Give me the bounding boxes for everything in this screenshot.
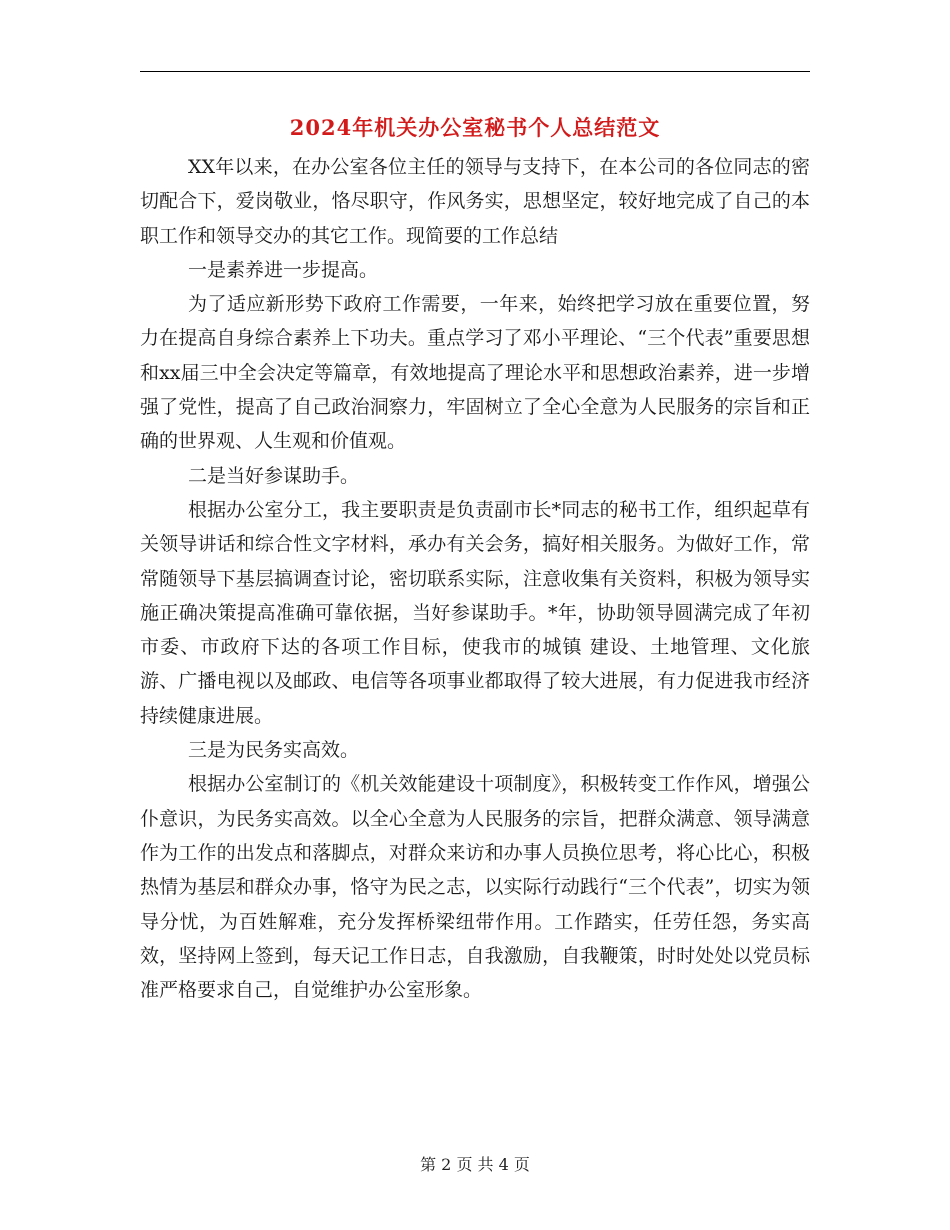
document-title: 2024年机关办公室秘书个人总结范文 [289, 115, 661, 140]
paragraph-intro: XX年以来，在办公室各位主任的领导与支持下，在本公司的各位同志的密切配合下，爱岗敬业，恪尽职守，作风务实，思想坚定，较好地完成了自己的本职工作和领导交办的其它工作。现简要的工作总结 [140, 156, 810, 247]
paragraph-section-2: 根据办公室分工，我主要职责是负责副市长*同志的秘书工作，组织起草有关领导讲话和综合性文字材料，承办有关会务，搞好相关服务。为做好工作，常常随领导下基层搞调查讨论，密切联系实际，注意收集有关资料，积极为领导实施正确决策提高准确可靠依据，当好参谋助手。*年，协助领导圆满完成了年初市委、市政府下达的各项工作目标，使我市的城镇 建设、土地管理、文化旅游、广播电视以及邮政、电信等各项事业都取得了较大进展，有力促进我市经济持续健康进展。 [140, 498, 810, 727]
paragraph-section-1: 为了适应新形势下政府工作需要，一年来，始终把学习放在重要位置，努力在提高自身综合素养上下功夫。重点学习了邓小平理论、“三个代表”重要思想和xx届三中全会决定等篇章，有效地提高了理论水平和思想政治素养，进一步增强了党性，提高了自己政治洞察力，牢固树立了全心全意为人民服务的宗旨和正确的世界观、人生观和价值观。 [140, 293, 810, 453]
page-number: 第 2 页 共 4 页 [420, 1155, 530, 1174]
section-heading-3: 三是为民务实高效。 [188, 739, 360, 762]
section-heading-1: 一是素养进一步提高。 [188, 258, 379, 281]
header-rule [140, 71, 810, 72]
document-body [140, 150, 810, 1007]
paragraph-section-3: 根据办公室制订的《机关效能建设十项制度》，积极转变工作作风，增强公仆意识，为民务实高效。以全心全意为人民服务的宗旨，把群众满意、领导满意作为工作的出发点和落脚点，对群众来访和办事人员换位思考，将心比心，积极热情为基层和群众办事，恪守为民之志，以实际行动践行“三个代表”，切实为领导分忧，为百姓解难，充分发挥桥梁纽带作用。工作踏实，任劳任怨，务实高效，坚持网上签到，每天记工作日志，自我激励，自我鞭策，时时处处以党员标准严格要求自己，自觉维护办公室形象。 [140, 773, 810, 1002]
section-heading-2: 二是当好参谋助手。 [188, 464, 360, 487]
